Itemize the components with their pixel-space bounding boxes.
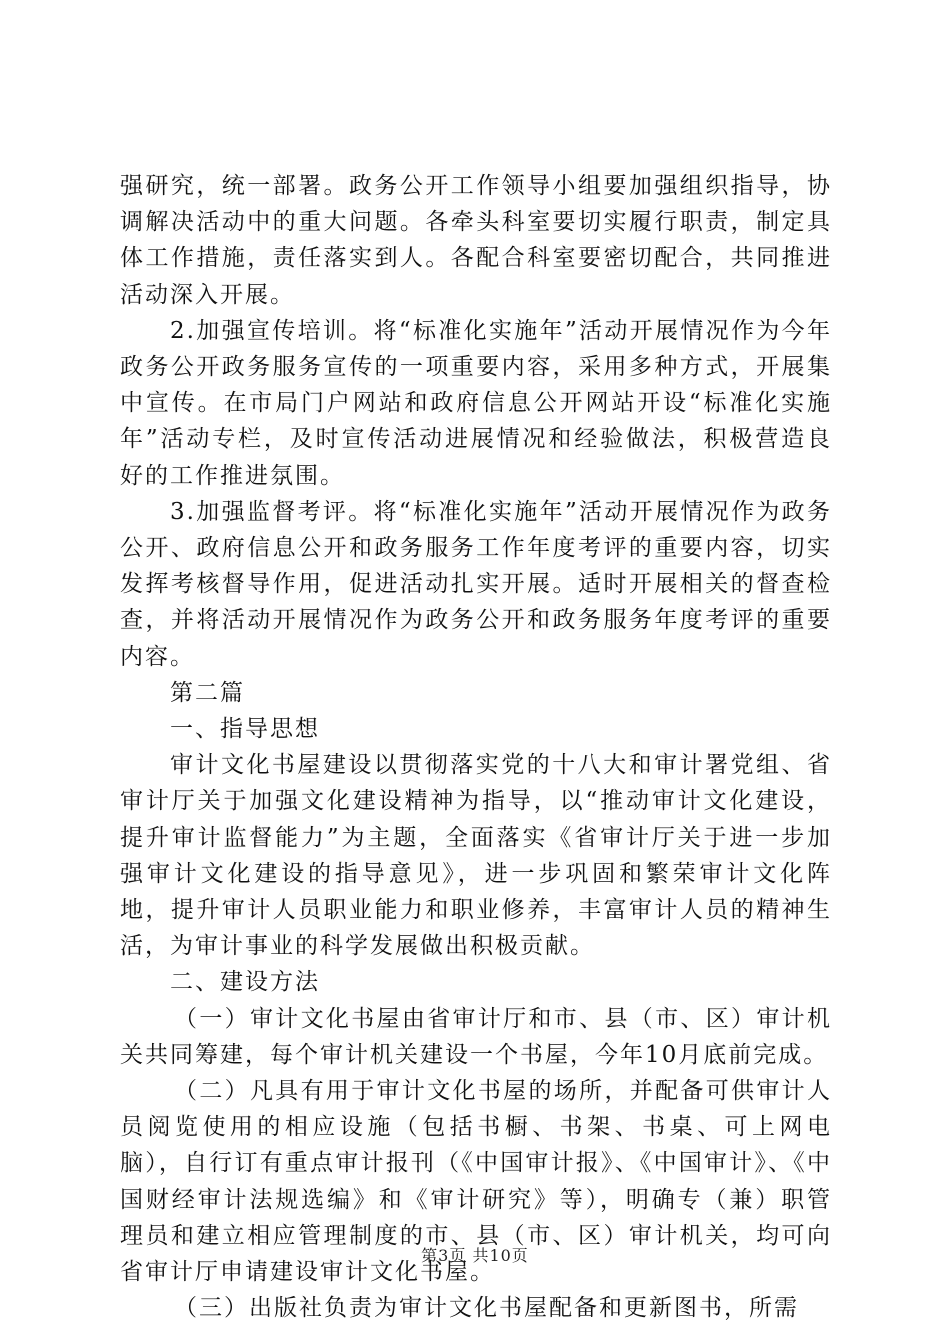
paragraph-method-one: （一）审计文化书屋由省审计厅和市、县（市、区）审计机关共同筹建，每个审计机关建设一个书屋，今年10月底前完成。 — [120, 1005, 832, 1068]
paragraph-continuation: 强研究，统一部署。政务公开工作领导小组要加强组织指导，协调解决活动中的重大问题。各牵头科室要切实履行职责，制定具体工作措施，责任落实到人。各配合科室要密切配合，共同推进活动深入开展。 — [120, 173, 832, 308]
paragraph-method-three: （三）出版社负责为审计文化书屋配备和更新图书，所需 — [174, 1295, 799, 1322]
section-heading-construction-method: 二、建设方法 — [170, 969, 320, 996]
document-body — [120, 168, 832, 1327]
page-number-footer: 第3页 共10页 — [421, 1246, 529, 1265]
paragraph-supervision-evaluation: 3.加强监督考评。将“标准化实施年”活动开展情况作为政务公开、政府信息公开和政务服务工作年度考评的重要内容，切实发挥考核督导作用，促进活动扎实开展。适时开展相关的督查检查，并将活动开展情况作为政务公开和政务服务年度考评的重要内容。 — [120, 498, 832, 670]
paragraph-guiding-ideology: 审计文化书屋建设以贯彻落实党的十八大和审计署党组、省审计厅关于加强文化建设精神为指导，以“推动审计文化建设，提升审计监督能力”为主题，全面落实《省审计厅关于进一步加强审计文化建设的指导意见》，进一步巩固和繁荣审计文化阵地，提升审计人员职业能力和职业修养，丰富审计人员的精神生活，为审计事业的科学发展做出积极贡献。 — [120, 752, 832, 960]
paragraph-publicity-training: 2.加强宣传培训。将“标准化实施年”活动开展情况作为今年政务公开政务服务宣传的一项重要内容，采用多种方式，开展集中宣传。在市局门户网站和政府信息公开网站开设“标准化实施年”活动专栏，及时宣传活动进展情况和经验做法，积极营造良好的工作推进氛围。 — [120, 317, 832, 489]
section-heading-guiding-ideology: 一、指导思想 — [170, 716, 320, 743]
section-heading-part-two: 第二篇 — [170, 679, 245, 706]
paragraph-method-two: （二）凡具有用于审计文化书屋的场所，并配备可供审计人员阅览使用的相应设施（包括书橱、书架、书桌、可上网电脑），自行订有重点审计报刊（《中国审计报》、《中国审计》、《中国财经审计法规选编》和《审计研究》等），明确专（兼）职管理员和建立相应管理制度的市、县（市、区）审计机关，均可向省审计厅申请建设审计文化书屋。 — [120, 1078, 832, 1286]
